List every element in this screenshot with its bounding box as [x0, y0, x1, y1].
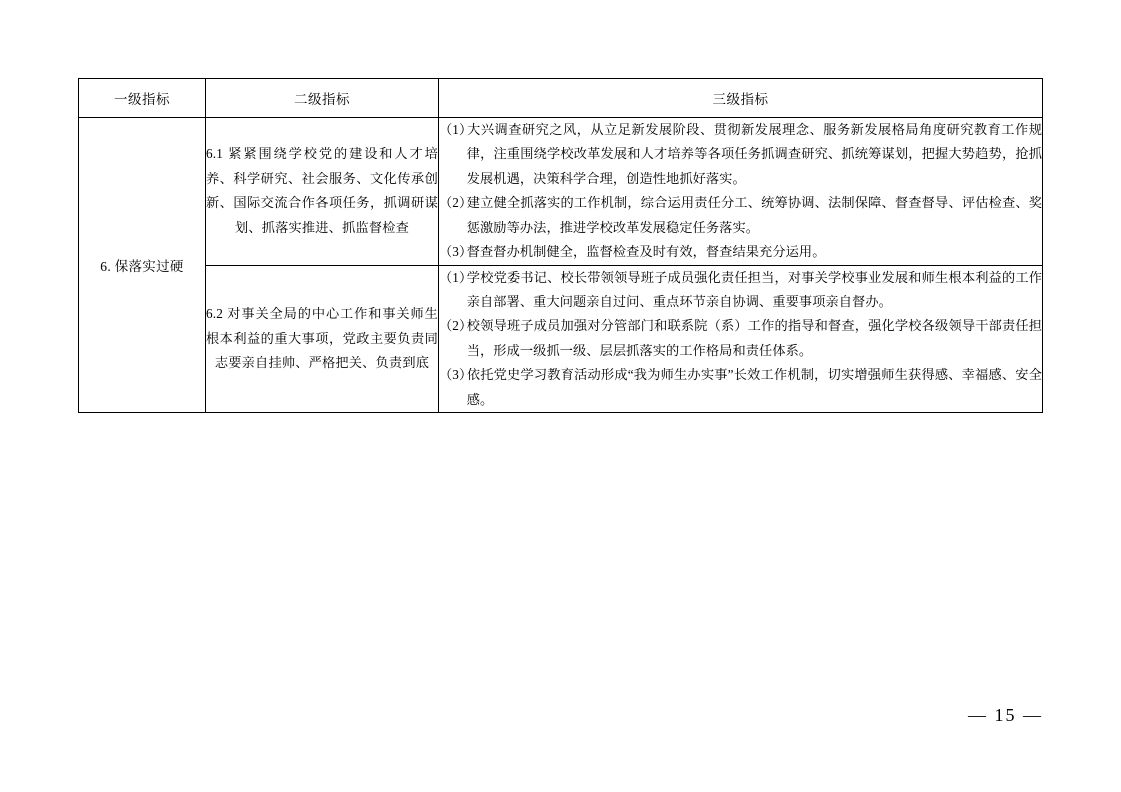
table-header-row [79, 79, 1043, 118]
level1-indicator-cell: 6. 保落实过硬 [79, 118, 206, 413]
level2-indicator-cell: 6.2 对事关全局的中心工作和事关师生根本利益的重大事项，党政主要负责同志要亲自挂帅、严格把关、负责到底 [206, 265, 439, 413]
level3-item [439, 266, 1042, 315]
level3-item [439, 118, 1042, 191]
level3-item [439, 363, 1042, 412]
table-row [79, 265, 1043, 413]
table-row [79, 118, 1043, 266]
level3-indicator-cell [439, 118, 1043, 266]
item-marker: （3） [439, 367, 473, 383]
level3-item [439, 314, 1042, 363]
item-marker: （1） [439, 122, 473, 137]
column-header-level2: 二级指标 [206, 79, 439, 118]
item-text: 建立健全抓落实的工作机制，综合运用责任分工、统筹协调、法制保障、督查督导、评估检查、奖惩激励等办法，推进学校改革发展稳定任务落实。 [466, 195, 1042, 235]
page-number: — 15 — [968, 705, 1043, 725]
level3-indicator-cell [439, 265, 1043, 413]
item-text: 督查督办机制健全，监督检查及时有效，督查结果充分运用。 [466, 244, 826, 260]
item-text: 学校党委书记、校长带领领导班子成员强化责任担当，对事关学校事业发展和师生根本利益的工作亲自部署、重大问题亲自过问、重点环节亲自协调、重要事项亲自督办。 [466, 269, 1042, 309]
item-marker: （2） [439, 318, 473, 334]
item-text: 校领导班子成员加强对分管部门和联系院（系）工作的指导和督查，强化学校各级领导干部责任担当，形成一级抓一级、层层抓落实的工作格局和责任体系。 [466, 318, 1042, 358]
level3-item [439, 191, 1042, 240]
item-text: 大兴调查研究之风，从立足新发展阶段、贯彻新发展理念、服务新发展格局角度研究教育工作规律，注重围绕学校改革发展和人才培养等各项任务抓调查研究、抓统筹谋划，把握大势趋势，抢抓发展机遇，决策科学合理，创造性地抓好落实。 [466, 122, 1042, 186]
item-marker: （2） [439, 195, 473, 211]
level3-item [439, 240, 1042, 264]
item-marker: （1） [439, 269, 473, 285]
item-text: 依托党史学习教育活动形成“我为师生办实事”长效工作机制，切实增强师生获得感、幸福感、安全感。 [466, 367, 1042, 407]
column-header-level3: 三级指标 [439, 79, 1043, 118]
indicator-table [78, 78, 1043, 413]
column-header-level1: 一级指标 [79, 79, 206, 118]
item-marker: （3） [439, 244, 473, 260]
level2-indicator-cell: 6.1 紧紧围绕学校党的建设和人才培养、科学研究、社会服务、文化传承创新、国际交流合作各项任务，抓调研谋划、抓落实推进、抓监督检查 [206, 118, 439, 266]
